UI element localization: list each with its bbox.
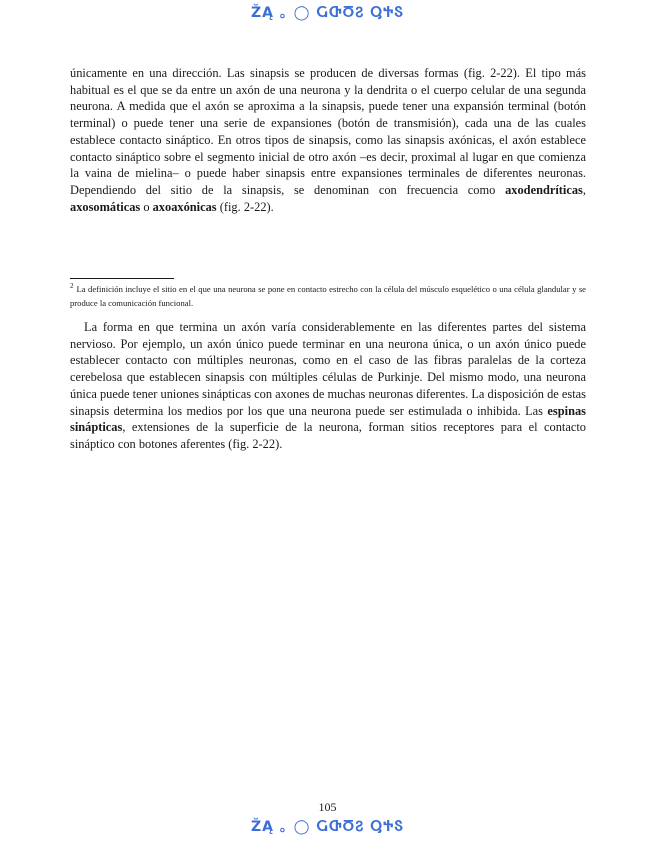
header-watermark: ŽĄ ｡ ◯ ႺႧႣჇ ႳႵႽ: [251, 5, 404, 21]
footnote-divider: [70, 278, 174, 279]
term-axoaxonicas: axoaxónicas: [152, 199, 217, 214]
separator-1: ,: [582, 182, 586, 197]
paragraph-1-text: únicamente en una dirección. Las sinapsis se producen de diversas formas (fig. 2-22). El tipo más habitual es el que se da entre un axón de una neurona y la dendrita o el cuerpo celular de una segunda neurona. A medida que el axón se aproxima a la sinapsis, puede tener una expansión terminal (botón terminal) o puede tener una serie de expansiones (botón de transmisión), cada una de las cuales establece contacto sináptico. En otros tipos de sinapsis, como las sinapsis axónicas, el axón establece contacto sináptico sobre el segmento inicial de otro axón –es decir, proximal al lugar en que comienza la vaina de mielina– o puede haber sinapsis entre expansiones terminales de diferentes neuronas. Dependiendo del sitio de la sinapsis, se denominan con frecuencia como: [70, 66, 586, 197]
body-paragraph-1: [70, 65, 586, 215]
footnote: [70, 282, 586, 310]
paragraph-2-text: La forma en que termina un axón varía considerablemente en las diferentes partes del sistema nervioso. Por ejemplo, un axón único puede terminar en una neurona única, o un axón único puede establecer contacto con múltiples neuronas, como en el caso de las fibras paralelas de la corteza cerebelosa que establecen sinapsis con múltiples células de Purkinje. Del mismo modo, una neurona única puede tener uniones sinápticas con axones de muchas neuronas diferentes. La disposición de estas sinapsis determina los medios por los que una neurona puede ser estimulada o inhibida. Las: [70, 320, 586, 418]
paragraph-1-tail: (fig. 2-22).: [216, 199, 274, 214]
footer-watermark: ŽĄ ｡ ◯ ႺႧႣჇ ႳႵႽ: [251, 819, 404, 835]
term-axodendriticas: axodendríticas: [505, 182, 583, 197]
term-axosomaticas: axosomáticas: [70, 199, 141, 214]
footnote-text: La definición incluye el sitio en el que una neurona se pone en contacto estrecho con la célula del músculo esquelético o una célula glandular y se produce la comunicación funcional.: [70, 284, 586, 308]
page-number: 105: [318, 800, 337, 814]
term-espinas-sinapticas: espinas sinápticas: [70, 403, 586, 435]
footnote-marker: 2: [70, 282, 74, 291]
separator-2: o: [140, 199, 153, 214]
body-paragraph-2: [70, 319, 586, 453]
paragraph-2-tail: , extensiones de la superficie de la neurona, forman sitios receptores para el contacto sináptico con botones aferentes (fig. 2-22).: [70, 420, 586, 451]
